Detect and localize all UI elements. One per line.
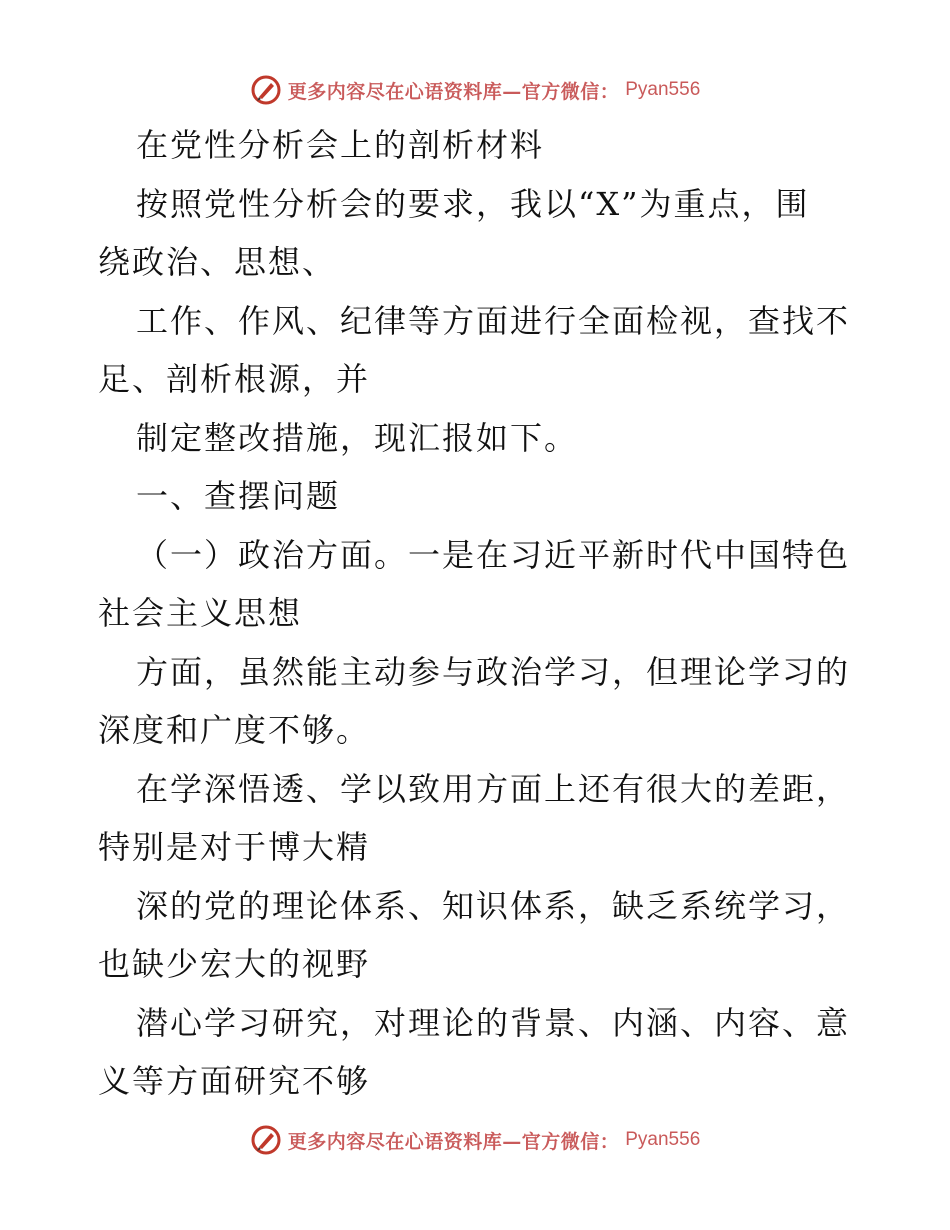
footer-watermark	[0, 1120, 950, 1160]
document-line: 制定整改措施，现汇报如下。	[136, 418, 579, 457]
document-line: 社会主义思想	[98, 594, 303, 632]
document-line: 一、查摆问题	[136, 477, 341, 515]
document-body	[98, 116, 858, 1111]
watermark-account: Pyan556	[625, 79, 701, 100]
document-line: 工作、作风、纪律等方面进行全面检视，查找不	[136, 301, 851, 340]
watermark-text: 更多内容尽在心语资料库—官方微信：	[287, 80, 620, 103]
document-line: 在党性分析会上的剖析材料	[136, 126, 545, 164]
pen-circle-logo-icon	[250, 74, 282, 106]
document-line: 深的党的理论体系、知识体系，缺乏系统学习，	[136, 886, 851, 925]
document-line: 在学深悟透、学以致用方面上还有很大的差距，	[136, 769, 851, 808]
header-watermark	[0, 70, 950, 110]
document-line: 深度和广度不够。	[98, 711, 371, 749]
watermark-account: Pyan556	[625, 1129, 701, 1150]
document-line: 方面，虽然能主动参与政治学习，但理论学习的	[136, 652, 851, 691]
document-line: 绕政治、思想、	[98, 243, 337, 281]
document-line: 按照党性分析会的要求，我以“X”为重点，围	[136, 184, 810, 223]
document-line: （一）政治方面。一是在习近平新时代中国特色	[136, 535, 851, 574]
document-line: 义等方面研究不够	[98, 1062, 371, 1100]
watermark-text: 更多内容尽在心语资料库—官方微信：	[287, 1130, 620, 1153]
pen-circle-logo-icon	[250, 1124, 282, 1156]
document-line: 潜心学习研究，对理论的背景、内涵、内容、意	[136, 1003, 851, 1042]
document-line: 也缺少宏大的视野	[98, 945, 371, 983]
document-line: 足、剖析根源，并	[98, 360, 371, 398]
document-line: 特别是对于博大精	[98, 828, 371, 866]
